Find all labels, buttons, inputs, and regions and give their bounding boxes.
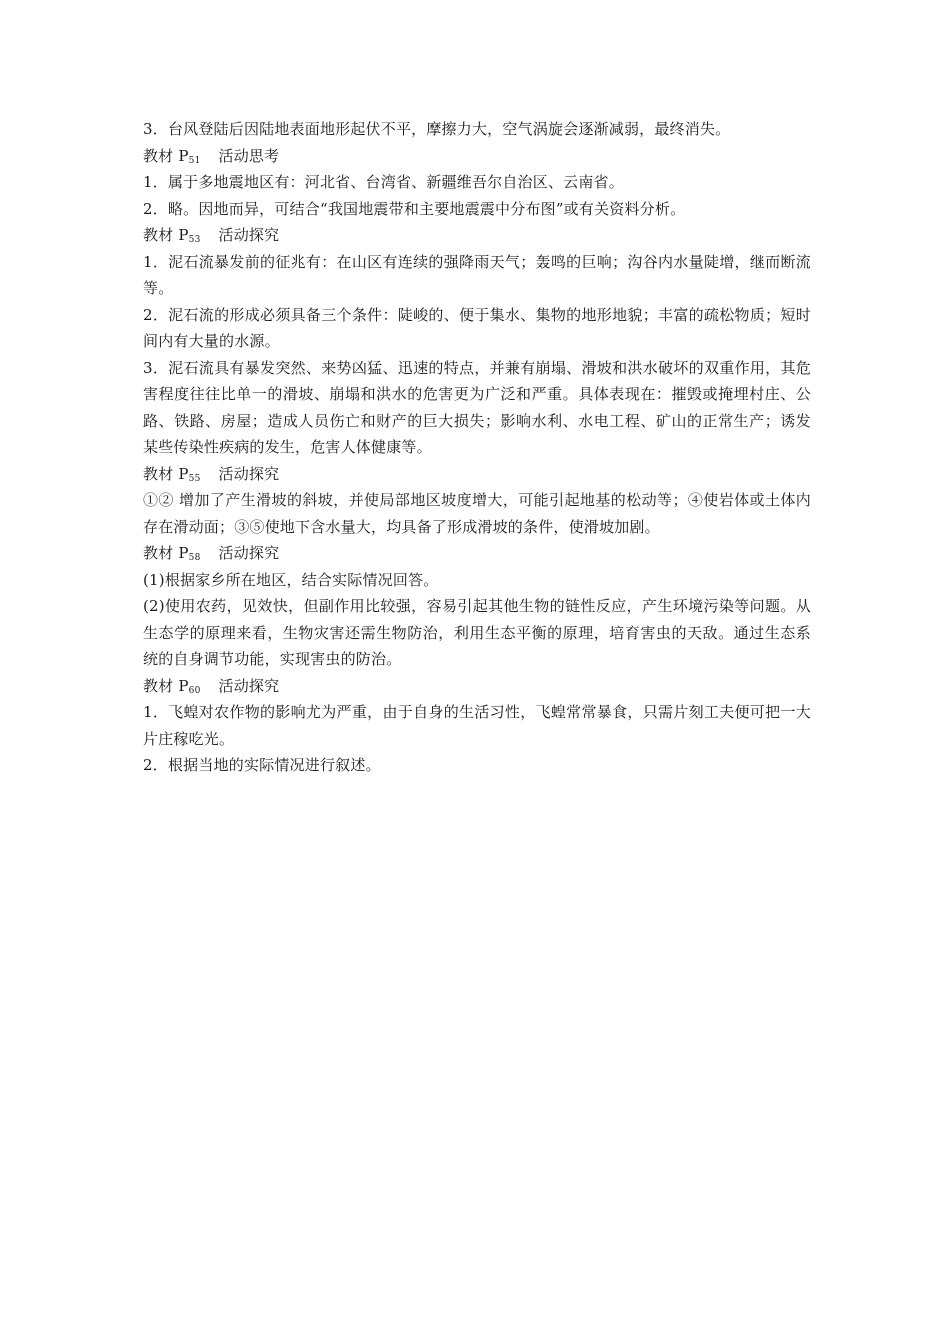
paragraph: 2．泥石流的形成必须具备三个条件：陡峻的、便于集水、集物的地形地貌；丰富的疏松物质；短时间内有大量的水源。: [143, 305, 811, 350]
heading-page-number: 58: [188, 553, 201, 563]
heading-page-number: 60: [188, 685, 201, 696]
section-heading-p58: [143, 540, 811, 567]
section-heading-p55: [143, 461, 811, 488]
heading-prefix: 教材 P: [143, 544, 189, 562]
paragraph: (1)根据家乡所在地区，结合实际情况回答。: [143, 570, 439, 589]
paragraph: 1．属于多地震地区有：河北省、台湾省、新疆维吾尔自治区、云南省。: [143, 173, 624, 191]
heading-prefix: 教材 P: [143, 464, 189, 483]
heading-title: 活动探究: [218, 544, 280, 562]
paragraph: 2．根据当地的实际情况进行叙述。: [143, 756, 381, 774]
heading-title: 活动探究: [218, 226, 280, 244]
heading-title: 活动探究: [218, 464, 280, 483]
paragraph: ①② 增加了产生滑坡的斜坡，并使局部地区坡度增大，可能引起地基的松动等；④使岩体或土体内存在滑动面；③⑤使地下含水量大，均具备了形成滑坡的条件，使滑坡加剧。: [143, 491, 811, 536]
paragraph: 2．略。因地而异，可结合“我国地震带和主要地震震中分布图”或有关资料分析。: [143, 199, 686, 218]
heading-prefix: 教材 P: [143, 226, 189, 244]
heading-prefix: 教材 P: [143, 146, 189, 165]
section-heading-p51: [143, 143, 811, 170]
heading-title: 活动思考: [218, 146, 280, 165]
paragraph: 3．泥石流具有暴发突然、来势凶猛、迅速的特点，并兼有崩塌、滑坡和洪水破坏的双重作用，其危害程度往往比单一的滑坡、崩塌和洪水的危害更为广泛和严重。具体表现在：摧毁或掩埋村庄、公路、铁路、房屋；造成人员伤亡和财产的巨大损失；影响水利、水电工程、矿山的正常生产；诱发某些传染性疾病的发生，危害人体健康等。: [143, 358, 811, 456]
heading-prefix: 教材 P: [143, 676, 189, 695]
paragraph: 1．飞蝗对农作物的影响尤为严重，由于自身的生活习性，飞蝗常常暴食，只需片刻工夫便可把一大片庄稼吃光。: [143, 703, 811, 748]
section-heading-p60: [143, 673, 811, 700]
heading-page-number: 55: [188, 473, 201, 484]
heading-page-number: 53: [188, 235, 201, 245]
paragraph: 3．台风登陆后因陆地表面地形起伏不平，摩擦力大，空气涡旋会逐渐减弱，最终消失。: [143, 120, 731, 138]
document-body: [143, 116, 811, 779]
section-heading-p53: [143, 222, 811, 249]
heading-page-number: 51: [188, 155, 201, 166]
paragraph: 1．泥石流暴发前的征兆有：在山区有连续的强降雨天气；轰鸣的巨响；沟谷内水量陡增，继而断流等。: [143, 252, 811, 297]
heading-title: 活动探究: [218, 676, 280, 695]
paragraph: (2)使用农药，见效快，但副作用比较强，容易引起其他生物的链性反应，产生环境污染等问题。从生态学的原理来看，生物灾害还需生物防治，利用生态平衡的原理，培育害虫的天敌。通过生态系统的自身调节功能，实现害虫的防治。: [143, 597, 811, 668]
